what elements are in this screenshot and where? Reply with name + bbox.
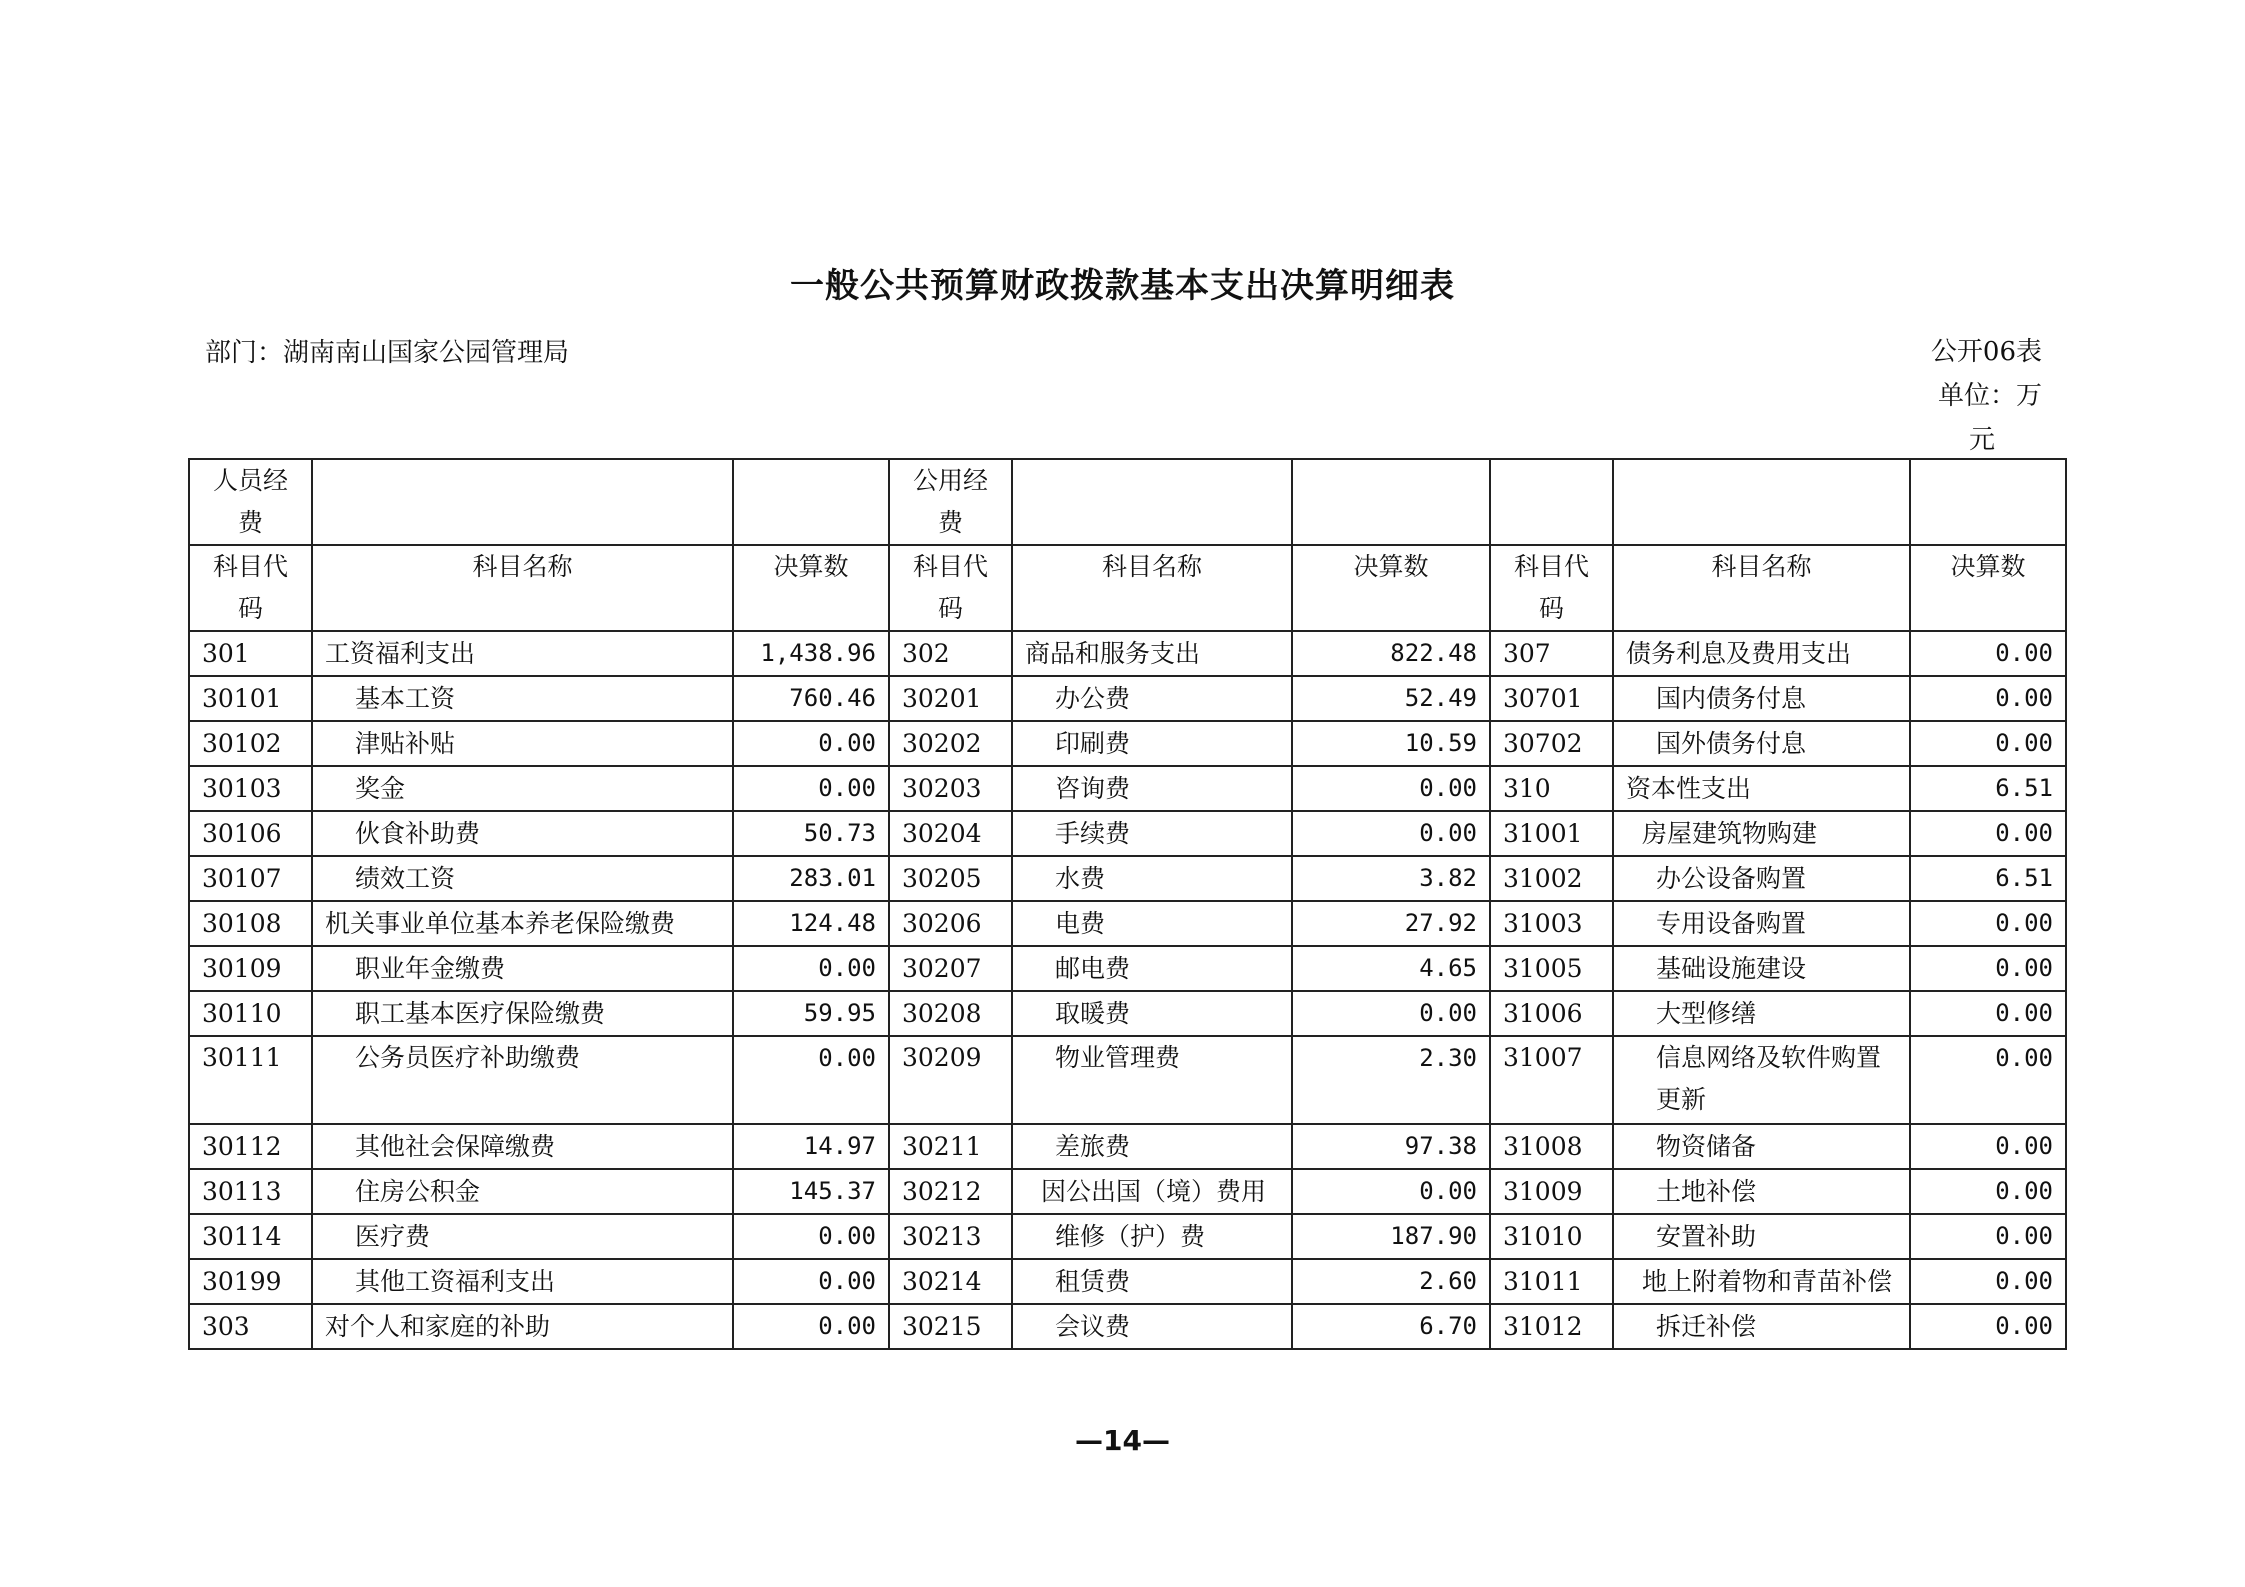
subject-name: 物业管理费 bbox=[1012, 1036, 1292, 1124]
amount: 52.49 bbox=[1292, 676, 1490, 721]
subject-name: 住房公积金 bbox=[312, 1169, 733, 1214]
subject-name: 物资储备 bbox=[1613, 1124, 1910, 1169]
table-row bbox=[189, 901, 2066, 946]
subject-name: 医疗费 bbox=[312, 1214, 733, 1259]
subject-name: 租赁费 bbox=[1012, 1259, 1292, 1304]
table-row bbox=[189, 766, 2066, 811]
subject-code: 31012 bbox=[1490, 1304, 1613, 1349]
subject-name: 维修（护）费 bbox=[1012, 1214, 1292, 1259]
subject-code: 303 bbox=[189, 1304, 312, 1349]
subject-name: 工资福利支出 bbox=[312, 631, 733, 676]
group-header-personnel: 人员经费 bbox=[189, 459, 312, 545]
empty-cell bbox=[1012, 459, 1292, 545]
subject-code: 31008 bbox=[1490, 1124, 1613, 1169]
table-row bbox=[189, 1169, 2066, 1214]
amount: 0.00 bbox=[1910, 991, 2066, 1036]
amount: 283.01 bbox=[733, 856, 889, 901]
subject-code: 30106 bbox=[189, 811, 312, 856]
empty-cell bbox=[1490, 459, 1613, 545]
table-row bbox=[189, 811, 2066, 856]
amount: 14.97 bbox=[733, 1124, 889, 1169]
subject-code: 30203 bbox=[889, 766, 1012, 811]
subject-name: 水费 bbox=[1012, 856, 1292, 901]
subject-name: 基本工资 bbox=[312, 676, 733, 721]
table-row bbox=[189, 946, 2066, 991]
header-name: 科目名称 bbox=[1012, 545, 1292, 631]
subject-name: 机关事业单位基本养老保险缴费 bbox=[312, 901, 733, 946]
subject-name: 其他社会保障缴费 bbox=[312, 1124, 733, 1169]
amount: 0.00 bbox=[1910, 1259, 2066, 1304]
subject-code: 30202 bbox=[889, 721, 1012, 766]
empty-cell bbox=[1292, 459, 1490, 545]
amount: 0.00 bbox=[1910, 631, 2066, 676]
subject-name: 取暖费 bbox=[1012, 991, 1292, 1036]
amount: 187.90 bbox=[1292, 1214, 1490, 1259]
amount: 6.70 bbox=[1292, 1304, 1490, 1349]
subject-name: 会议费 bbox=[1012, 1304, 1292, 1349]
subject-code: 30111 bbox=[189, 1036, 312, 1124]
column-header-row bbox=[189, 545, 2066, 631]
amount: 3.82 bbox=[1292, 856, 1490, 901]
subject-name: 津贴补贴 bbox=[312, 721, 733, 766]
subject-name: 国内债务付息 bbox=[1613, 676, 1910, 721]
subject-code: 31005 bbox=[1490, 946, 1613, 991]
amount: 0.00 bbox=[1910, 676, 2066, 721]
subject-code: 30113 bbox=[189, 1169, 312, 1214]
subject-code: 30110 bbox=[189, 991, 312, 1036]
subject-code: 301 bbox=[189, 631, 312, 676]
subject-name: 差旅费 bbox=[1012, 1124, 1292, 1169]
amount: 27.92 bbox=[1292, 901, 1490, 946]
subject-name: 伙食补助费 bbox=[312, 811, 733, 856]
amount: 59.95 bbox=[733, 991, 889, 1036]
subject-code: 30702 bbox=[1490, 721, 1613, 766]
subject-code: 31002 bbox=[1490, 856, 1613, 901]
subject-name: 国外债务付息 bbox=[1613, 721, 1910, 766]
amount: 0.00 bbox=[1292, 811, 1490, 856]
subject-name: 其他工资福利支出 bbox=[312, 1259, 733, 1304]
empty-cell bbox=[1910, 459, 2066, 545]
subject-code: 30213 bbox=[889, 1214, 1012, 1259]
subject-name: 资本性支出 bbox=[1613, 766, 1910, 811]
amount: 0.00 bbox=[1910, 721, 2066, 766]
group-header-public: 公用经费 bbox=[889, 459, 1012, 545]
amount: 97.38 bbox=[1292, 1124, 1490, 1169]
table-row bbox=[189, 676, 2066, 721]
subject-code: 31001 bbox=[1490, 811, 1613, 856]
empty-cell bbox=[1613, 459, 1910, 545]
amount: 6.51 bbox=[1910, 856, 2066, 901]
amount: 0.00 bbox=[733, 1214, 889, 1259]
header-code: 科目代码 bbox=[889, 545, 1012, 631]
subject-code: 31006 bbox=[1490, 991, 1613, 1036]
amount: 1,438.96 bbox=[733, 631, 889, 676]
subject-name: 绩效工资 bbox=[312, 856, 733, 901]
amount: 50.73 bbox=[733, 811, 889, 856]
subject-code: 30112 bbox=[189, 1124, 312, 1169]
subject-name: 职工基本医疗保险缴费 bbox=[312, 991, 733, 1036]
subject-code: 30208 bbox=[889, 991, 1012, 1036]
amount: 0.00 bbox=[733, 1259, 889, 1304]
amount: 0.00 bbox=[733, 721, 889, 766]
amount: 6.51 bbox=[1910, 766, 2066, 811]
subject-code: 30107 bbox=[189, 856, 312, 901]
subject-name: 土地补偿 bbox=[1613, 1169, 1910, 1214]
subject-code: 307 bbox=[1490, 631, 1613, 676]
header-code: 科目代码 bbox=[1490, 545, 1613, 631]
subject-code: 30212 bbox=[889, 1169, 1012, 1214]
subject-name: 对个人和家庭的补助 bbox=[312, 1304, 733, 1349]
table-row bbox=[189, 631, 2066, 676]
subject-name: 咨询费 bbox=[1012, 766, 1292, 811]
empty-cell bbox=[733, 459, 889, 545]
subject-code: 30209 bbox=[889, 1036, 1012, 1124]
subject-name: 基础设施建设 bbox=[1613, 946, 1910, 991]
subject-code: 30108 bbox=[189, 901, 312, 946]
subject-name: 公务员医疗补助缴费 bbox=[312, 1036, 733, 1124]
amount: 0.00 bbox=[733, 1304, 889, 1349]
empty-cell bbox=[312, 459, 733, 545]
header-name: 科目名称 bbox=[1613, 545, 1910, 631]
table-row bbox=[189, 1259, 2066, 1304]
amount: 0.00 bbox=[733, 1036, 889, 1124]
amount: 0.00 bbox=[1292, 1169, 1490, 1214]
unit-label-continued: 元 bbox=[1968, 425, 1995, 455]
amount: 2.60 bbox=[1292, 1259, 1490, 1304]
subject-code: 30205 bbox=[889, 856, 1012, 901]
subject-name: 拆迁补偿 bbox=[1613, 1304, 1910, 1349]
subject-name: 职业年金缴费 bbox=[312, 946, 733, 991]
subject-code: 31010 bbox=[1490, 1214, 1613, 1259]
header-amount: 决算数 bbox=[733, 545, 889, 631]
unit-label: 单位：万 bbox=[1937, 381, 2042, 411]
subject-name: 手续费 bbox=[1012, 811, 1292, 856]
amount: 145.37 bbox=[733, 1169, 889, 1214]
table-row bbox=[189, 721, 2066, 766]
page-title: 一般公共预算财政拨款基本支出决算明细表 bbox=[790, 266, 1455, 306]
subject-code: 30114 bbox=[189, 1214, 312, 1259]
subject-code: 30206 bbox=[889, 901, 1012, 946]
subject-name: 安置补助 bbox=[1613, 1214, 1910, 1259]
subject-code: 30109 bbox=[189, 946, 312, 991]
subject-code: 30215 bbox=[889, 1304, 1012, 1349]
header-name: 科目名称 bbox=[312, 545, 733, 631]
amount: 0.00 bbox=[1910, 901, 2066, 946]
subject-name: 办公费 bbox=[1012, 676, 1292, 721]
subject-code: 310 bbox=[1490, 766, 1613, 811]
subject-name: 地上附着物和青苗补偿 bbox=[1613, 1259, 1910, 1304]
amount: 0.00 bbox=[1910, 811, 2066, 856]
table-row bbox=[189, 1214, 2066, 1259]
subject-name: 房屋建筑物购建 bbox=[1613, 811, 1910, 856]
amount: 2.30 bbox=[1292, 1036, 1490, 1124]
amount: 0.00 bbox=[1292, 766, 1490, 811]
table-row bbox=[189, 1036, 2066, 1124]
amount: 0.00 bbox=[1910, 1304, 2066, 1349]
subject-code: 30211 bbox=[889, 1124, 1012, 1169]
header-code: 科目代码 bbox=[189, 545, 312, 631]
header-amount: 决算数 bbox=[1910, 545, 2066, 631]
subject-code: 30701 bbox=[1490, 676, 1613, 721]
subject-name: 大型修缮 bbox=[1613, 991, 1910, 1036]
table-row bbox=[189, 1304, 2066, 1349]
subject-code: 302 bbox=[889, 631, 1012, 676]
subject-code: 30199 bbox=[189, 1259, 312, 1304]
amount: 10.59 bbox=[1292, 721, 1490, 766]
subject-code: 31007 bbox=[1490, 1036, 1613, 1124]
subject-code: 30204 bbox=[889, 811, 1012, 856]
department-label: 部门：湖南南山国家公园管理局 bbox=[205, 338, 570, 368]
subject-code: 30101 bbox=[189, 676, 312, 721]
expenditure-table bbox=[188, 458, 2067, 1350]
table-row bbox=[189, 856, 2066, 901]
table-number: 公开06表 bbox=[1930, 337, 2042, 367]
subject-name: 商品和服务支出 bbox=[1012, 631, 1292, 676]
subject-name: 信息网络及软件购置更新 bbox=[1613, 1036, 1910, 1124]
header-amount: 决算数 bbox=[1292, 545, 1490, 631]
amount: 822.48 bbox=[1292, 631, 1490, 676]
amount: 760.46 bbox=[733, 676, 889, 721]
subject-name: 印刷费 bbox=[1012, 721, 1292, 766]
subject-code: 31009 bbox=[1490, 1169, 1613, 1214]
subject-name: 邮电费 bbox=[1012, 946, 1292, 991]
subject-code: 30102 bbox=[189, 721, 312, 766]
amount: 0.00 bbox=[1910, 1169, 2066, 1214]
subject-code: 30207 bbox=[889, 946, 1012, 991]
subject-code: 30214 bbox=[889, 1259, 1012, 1304]
subject-name: 因公出国（境）费用 bbox=[1012, 1169, 1292, 1214]
amount: 0.00 bbox=[733, 766, 889, 811]
subject-code: 31011 bbox=[1490, 1259, 1613, 1304]
subject-code: 31003 bbox=[1490, 901, 1613, 946]
page-number: —14— bbox=[1075, 1424, 1170, 1457]
subject-code: 30103 bbox=[189, 766, 312, 811]
amount: 0.00 bbox=[1910, 1214, 2066, 1259]
amount: 0.00 bbox=[1910, 1036, 2066, 1124]
subject-code: 30201 bbox=[889, 676, 1012, 721]
amount: 0.00 bbox=[1292, 991, 1490, 1036]
amount: 124.48 bbox=[733, 901, 889, 946]
amount: 4.65 bbox=[1292, 946, 1490, 991]
amount: 0.00 bbox=[1910, 946, 2066, 991]
table-row bbox=[189, 1124, 2066, 1169]
amount: 0.00 bbox=[1910, 1124, 2066, 1169]
subject-name: 债务利息及费用支出 bbox=[1613, 631, 1910, 676]
table-info bbox=[1882, 330, 2042, 462]
subject-name: 奖金 bbox=[312, 766, 733, 811]
subject-name: 电费 bbox=[1012, 901, 1292, 946]
subject-name: 办公设备购置 bbox=[1613, 856, 1910, 901]
group-header-row bbox=[189, 459, 2066, 545]
amount: 0.00 bbox=[733, 946, 889, 991]
subject-name: 专用设备购置 bbox=[1613, 901, 1910, 946]
table-row bbox=[189, 991, 2066, 1036]
